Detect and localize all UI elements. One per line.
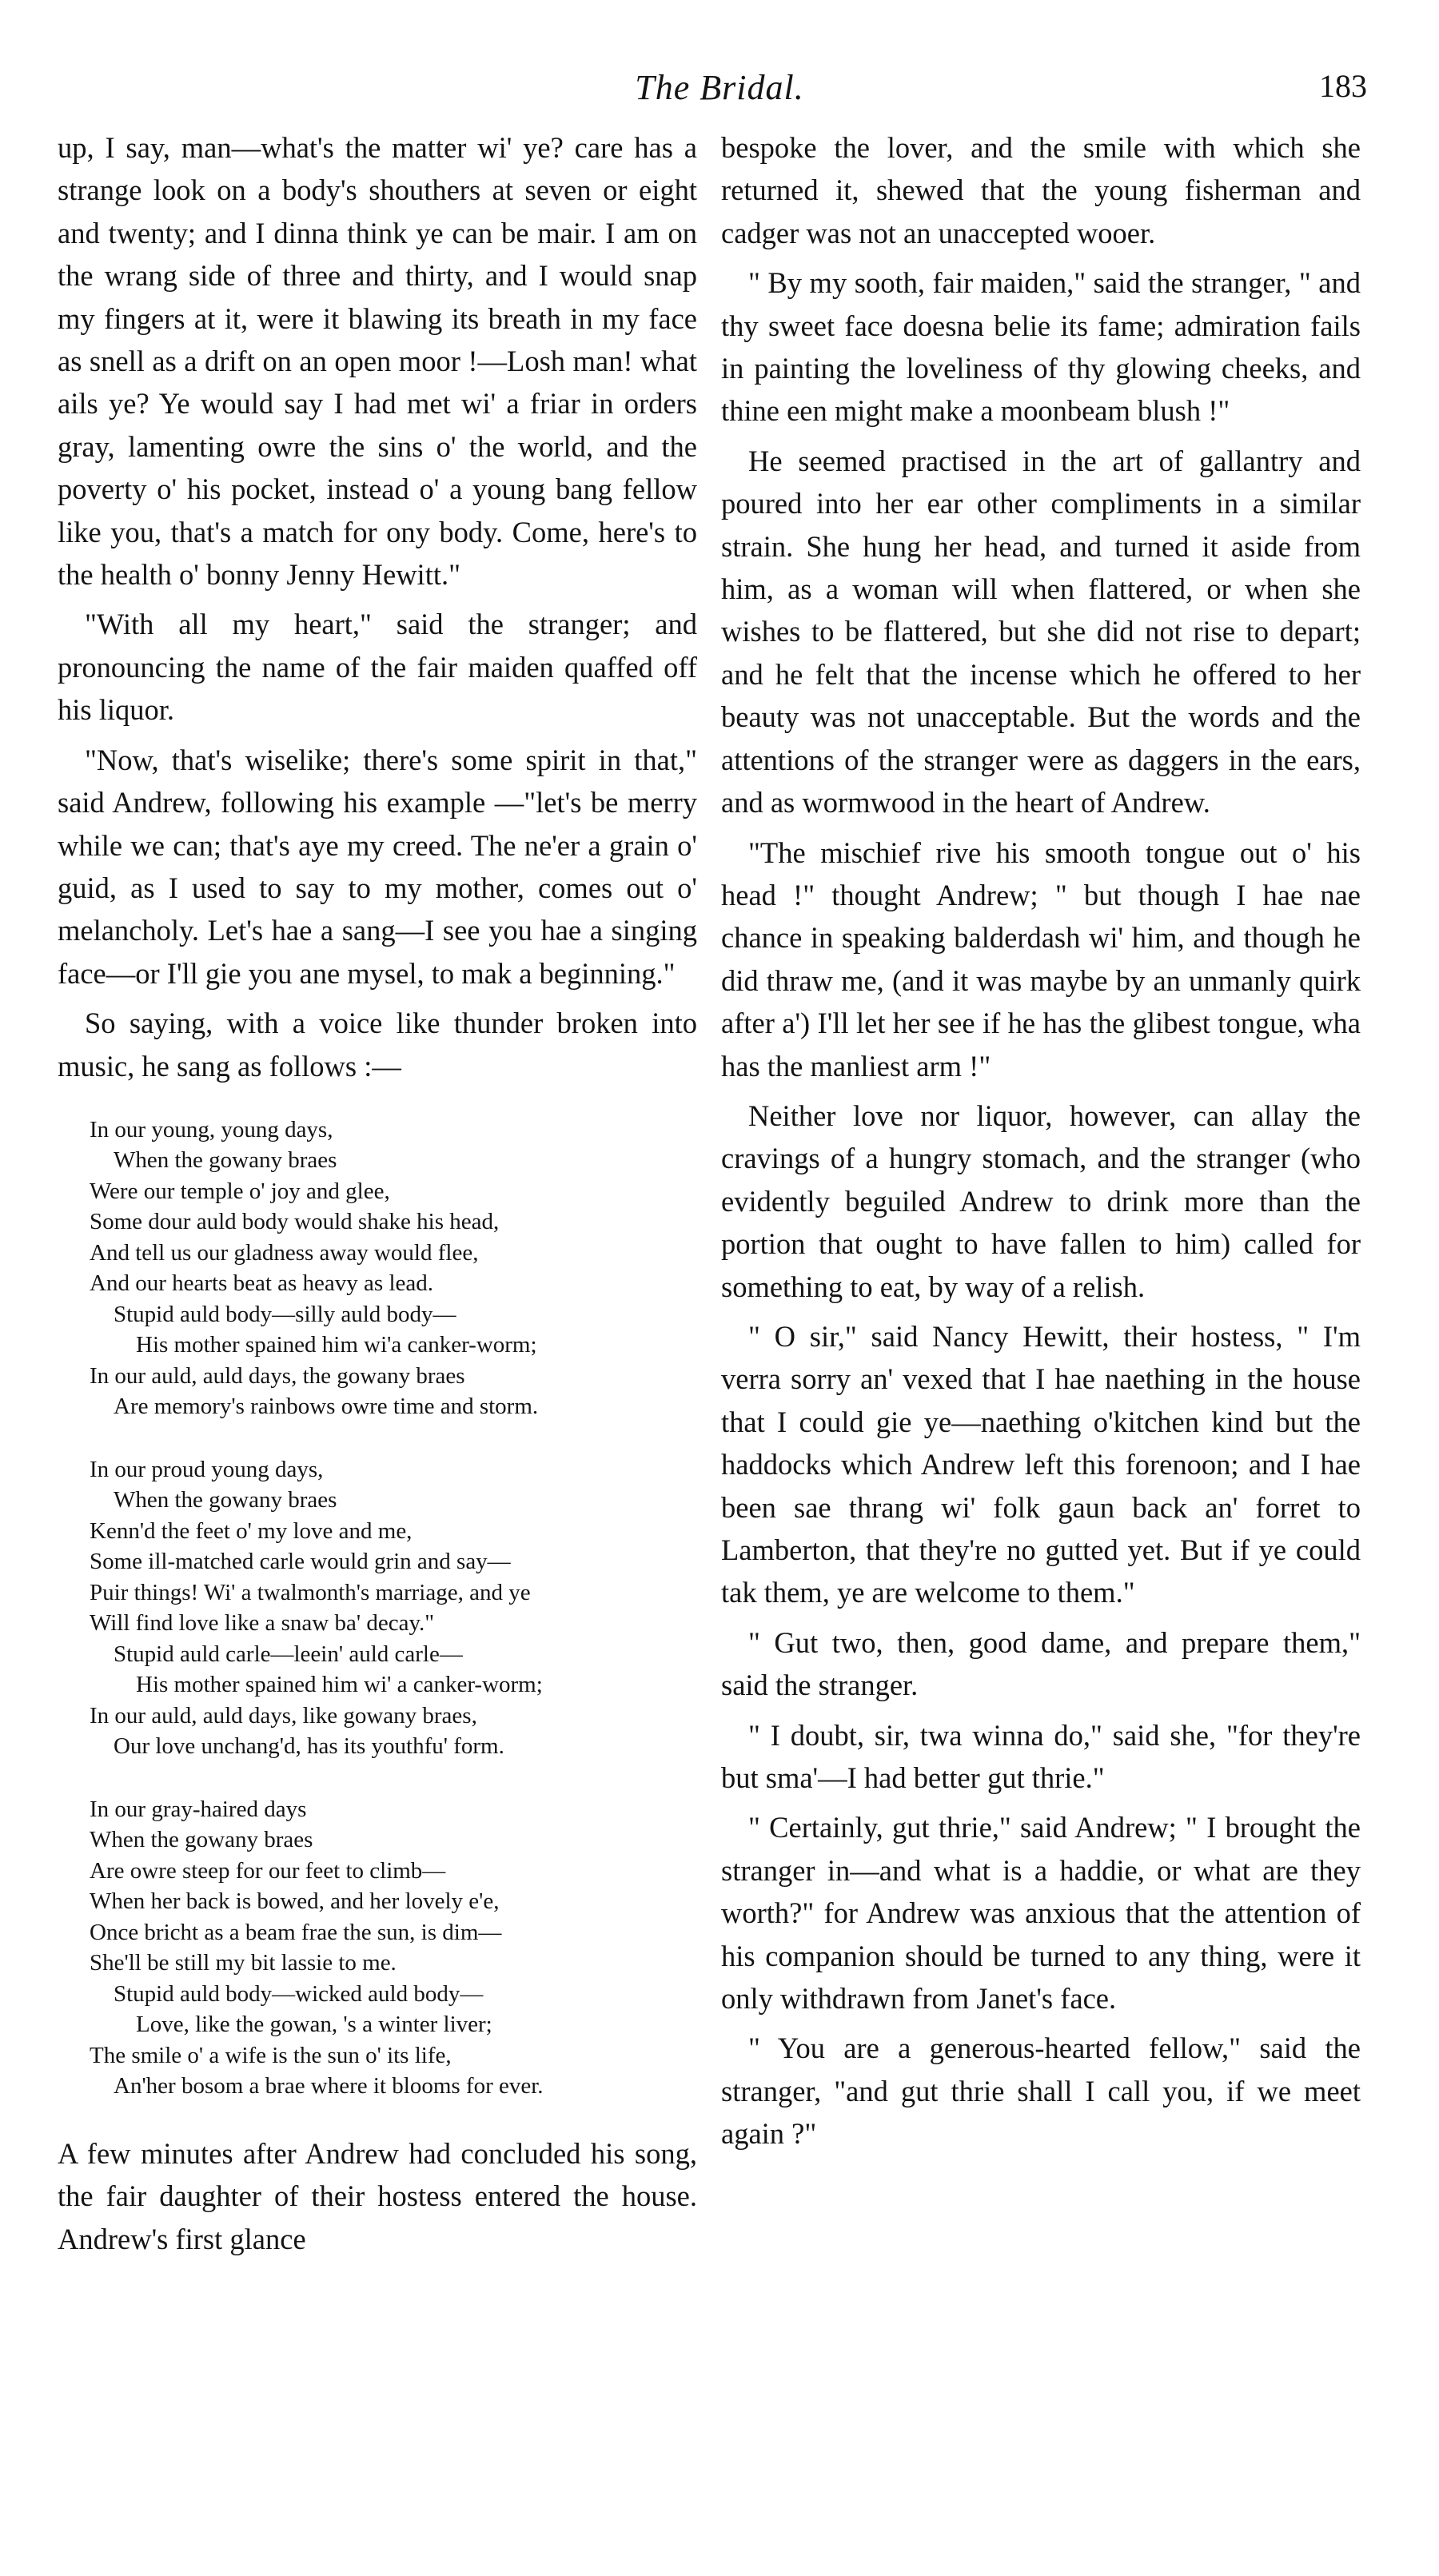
- poem-line: Were our temple o' joy and glee,: [90, 1178, 390, 1204]
- poem-line: When her back is bowed, and her lovely e'e,: [90, 1888, 500, 1915]
- poem-line: In our proud young days,: [90, 1456, 324, 1482]
- paragraph: He seemed practised in the art of gallantry and poured into her ear other compliments in a similar strain. She hung her head, and turned it aside from him, as a woman will when flattered, or when she wishes to be flattered, but she did not rise to depart; and he felt that the incense which he offered to her beauty was not unacceptable. But the words and the attentions of the stranger were as daggers in the ears, and as wormwood in the heart of Andrew.: [721, 444, 1361, 819]
- poem-stanza: [90, 1115, 697, 1422]
- poem-line: An'her bosom a brae where it blooms for ever.: [114, 2073, 544, 2099]
- paragraph: So saying, with a voice like thunder broken into music, he sang as follows :—: [58, 1007, 697, 1083]
- poem-line: Kenn'd the feet o' my love and me,: [90, 1517, 413, 1544]
- paragraph: "The mischief rive his smooth tongue out o' his head !" thought Andrew; " but though I hae nae chance in speaking balderdash wi' him, and though he did thraw me, (and it was maybe by an unmanly quirk after a') I'll let her see if he has the glibest tongue, wha has the manliest arm !": [721, 835, 1361, 1083]
- poem-line: And tell us our gladness away would flee,: [90, 1239, 479, 1266]
- paragraph: " O sir," said Nancy Hewitt, their hostess, " I'm verra sorry an' vexed that I hae naething in the house that I could gie ye—naething o'kitchen kind but the haddocks which Andrew left this forenoon; and I hae been sae thrang wi' folk gaun back an' forret to Lamberton, that they're no gutted yet. But if ye could tak them, ye are welcome to them.": [721, 1319, 1361, 1609]
- paragraph: bespoke the lover, and the smile with which she returned it, shewed that the young fisherman and cadger was not an unaccepted wooer.: [721, 131, 1361, 249]
- poem-line: Stupid auld body—silly auld body—: [114, 1301, 456, 1327]
- poem-line: In our auld, auld days, like gowany braes,: [90, 1702, 477, 1729]
- poem-line: Love, like the gowan, 's a winter liver;: [136, 2012, 492, 2038]
- poem-line: In our auld, auld days, the gowany braes: [90, 1362, 465, 1389]
- poem-line: The smile o' a wife is the sun o' its life,: [90, 2042, 452, 2068]
- running-title: The Bridal.: [635, 68, 804, 107]
- poem-line: Some ill-matched carle would grin and say—: [90, 1549, 511, 1575]
- paragraph: " Gut two, then, good dame, and prepare them," said the stranger.: [721, 1625, 1361, 1702]
- page-number: 183: [1319, 68, 1367, 104]
- poem-line: Are owre steep for our feet to climb—: [90, 1857, 446, 1884]
- paragraph: "With all my heart," said the stranger; and pronouncing the name of the fair maiden quaffed off his liquor.: [58, 608, 697, 727]
- paragraph: Neither love nor liquor, however, can allay the cravings of a hungry stomach, and the stranger (who evidently beguiled Andrew to drink more than the portion that ought to have fallen to him) called for something to eat, by way of a relish.: [721, 1099, 1361, 1303]
- paragraph: " By my sooth, fair maiden," said the stranger, " and thy sweet face doesna belie its fame; admiration fails in painting the loveliness of thy glowing cheeks, and thine een might make a moonbeam blush !": [721, 266, 1361, 428]
- paragraph: " Certainly, gut thrie," said Andrew; " I brought the stranger in—and what is a haddie, or what are they worth?" for Andrew was anxious that the attention of his companion should be turned to any thing, were it only withdrawn from Janet's face.: [721, 1811, 1361, 2016]
- left-column: [58, 126, 697, 2260]
- poem-line: And our hearts beat as heavy as lead.: [90, 1270, 434, 1297]
- paragraph: " I doubt, sir, twa winna do," said she, "for they're but sma'—I had better gut thrie.": [721, 1718, 1361, 1795]
- poem-line: When the gowany braes: [114, 1487, 337, 1513]
- poem-line: In our gray-haired days: [90, 1796, 307, 1822]
- poem-line: Puir things! Wi' a twalmonth's marriage, and ye: [90, 1579, 531, 1605]
- paragraph: A few minutes after Andrew had concluded his song, the fair daughter of their hostess entered the house. Andrew's first glance: [58, 2136, 697, 2255]
- song-poem: [90, 1115, 697, 2102]
- poem-line: Once bricht as a beam frae the sun, is dim—: [90, 1919, 502, 1945]
- poem-stanza: [90, 1794, 697, 2102]
- paragraph: "Now, that's wiselike; there's some spirit in that," said Andrew, following his example —"let's be merry while we can; that's aye my creed. The ne'er a grain o' guid, as I used to say to my mother, comes out o' melancholy. Let's hae a sang—I see you hae a singing face—or I'll gie you ane mysel, to mak a beginning.": [58, 743, 697, 990]
- poem-line: In our young, young days,: [90, 1116, 333, 1142]
- poem-line: Stupid auld carle—leein' auld carle—: [114, 1641, 463, 1667]
- poem-line: Our love unchang'd, has its youthfu' form.: [114, 1733, 504, 1760]
- poem-line: Will find love like a snaw ba' decay.": [90, 1610, 435, 1637]
- page-header: [48, 67, 1391, 123]
- poem-line: When the gowany braes: [114, 1147, 337, 1174]
- paragraph: " You are a generous-hearted fellow," said the stranger, "and gut thrie shall I call you, if we meet again ?": [721, 2032, 1361, 2151]
- paragraph: up, I say, man—what's the matter wi' ye? care has a strange look on a body's shouthers at seven or eight and twenty; and I dinna think ye can be mair. I am on the wrang side of three and thirty, and I would snap my fingers at it, were it blawing its breath in my face as snell as a drift on an open moor !—Losh man! what ails ye? Ye would say I had met wi' a friar in orders gray, lamenting owre the sins o' the world, and the poverty o' his pocket, instead o' a young bang fellow like you, that's a match for ony body. Come, here's to the health o' bonny Jenny Hewitt.": [58, 131, 697, 592]
- poem-line: His mother spained him wi' a canker-worm;: [136, 1672, 543, 1698]
- poem-stanza: [90, 1454, 697, 1762]
- poem-line: His mother spained him wi'a canker-worm;: [136, 1332, 537, 1358]
- poem-line: Are memory's rainbows owre time and storm.: [114, 1394, 539, 1420]
- poem-line: Stupid auld body—wicked auld body—: [114, 1980, 484, 2007]
- poem-line: Some dour auld body would shake his head,: [90, 1209, 500, 1235]
- right-column: [721, 126, 1361, 2155]
- poem-line: When the gowany braes: [90, 1827, 313, 1853]
- poem-line: She'll be still my bit lassie to me.: [90, 1950, 397, 1976]
